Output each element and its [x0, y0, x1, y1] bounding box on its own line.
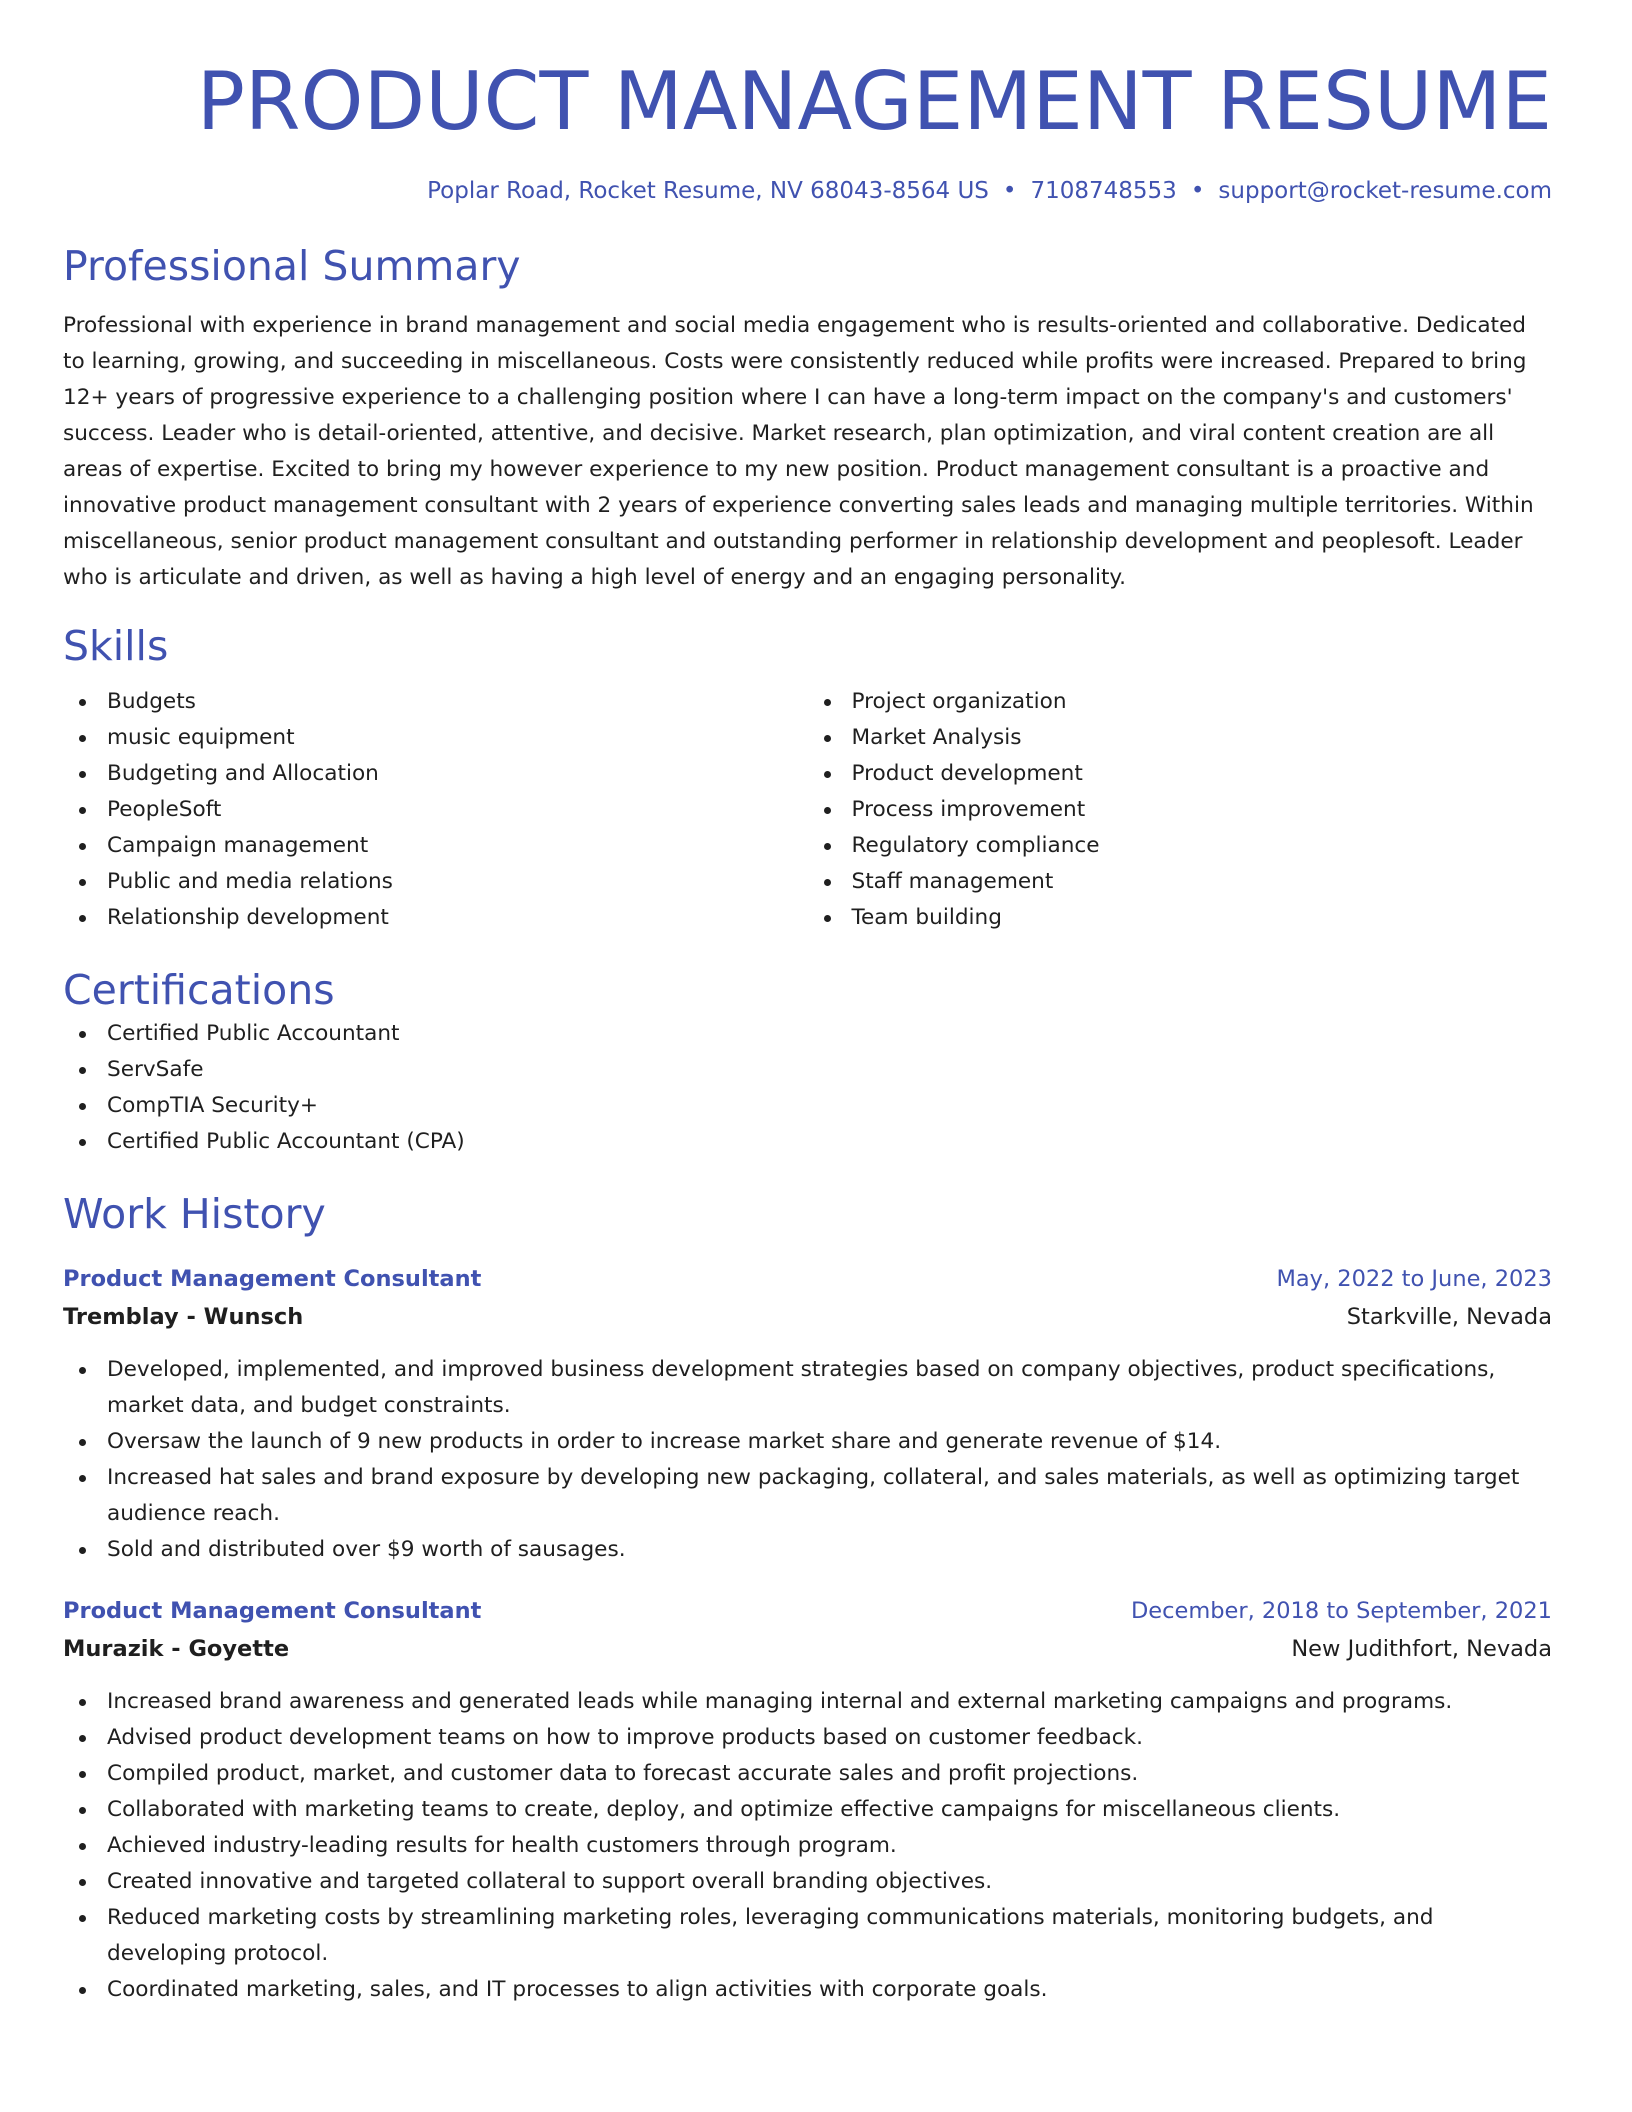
bullet-icon	[79, 1699, 86, 1706]
certification-item	[63, 1124, 1552, 1160]
bullet-icon	[79, 1879, 86, 1886]
bullet-icon	[824, 735, 831, 742]
job-bullet	[63, 1864, 1552, 1900]
summary-heading: Professional Summary	[63, 242, 521, 290]
job-company: Murazik - Goyette	[63, 1636, 290, 1662]
job-company-row	[63, 1298, 1552, 1336]
contact-phone: 7108748553	[1030, 178, 1177, 204]
bullet-icon	[79, 1807, 86, 1814]
certification-item	[63, 1016, 1552, 1052]
skill-item-text: Staff management	[851, 869, 1054, 894]
bullet-icon	[79, 1915, 86, 1922]
job-title-row	[63, 1592, 1552, 1630]
job-company-row	[63, 1630, 1552, 1668]
skill-item	[63, 756, 808, 792]
skill-item	[808, 900, 1553, 936]
bullet-icon	[79, 1843, 86, 1850]
job-bullet-text: Collaborated with marketing teams to create, deploy, and optimize effective campaigns for miscellaneous clients.	[107, 1797, 1341, 1822]
job-dates: December, 2018 to September, 2021	[1130, 1598, 1552, 1624]
skill-item-text: Regulatory compliance	[851, 833, 1100, 858]
skill-item	[808, 864, 1553, 900]
bullet-icon	[79, 1439, 86, 1446]
job-location: Starkville, Nevada	[1346, 1304, 1552, 1330]
job-bullet-text: Increased hat sales and brand exposure by developing new packaging, collateral, and sales materials, as well as optimizing target audience reach.	[107, 1465, 1520, 1526]
skill-item	[808, 792, 1553, 828]
skill-item	[808, 828, 1553, 864]
skills-heading: Skills	[63, 622, 169, 670]
skill-item-text: Relationship development	[107, 905, 389, 930]
job-bullet	[63, 1352, 1552, 1424]
contact-address: Poplar Road, Rocket Resume, NV 68043-8564 US	[427, 178, 989, 204]
contact-email: support@rocket-resume.com	[1218, 178, 1552, 204]
skill-item	[808, 756, 1553, 792]
skill-item-text: Campaign management	[107, 833, 369, 858]
skill-item-text: Process improvement	[851, 797, 1086, 822]
job-bullet	[63, 1684, 1552, 1720]
job-bullet-text: Reduced marketing costs by streamlining marketing roles, leveraging communications materials, monitoring budgets, and developing protocol.	[107, 1905, 1434, 1966]
skills-section	[63, 620, 1552, 936]
bullet-icon	[79, 771, 86, 778]
work-history-section	[63, 1188, 1552, 2008]
skill-item	[63, 828, 808, 864]
job-title-row	[63, 1260, 1552, 1298]
resume-header	[63, 52, 1552, 206]
job-bullet-text: Coordinated marketing, sales, and IT processes to align activities with corporate goals.	[107, 1977, 1048, 2002]
summary-section	[63, 240, 1552, 596]
bullet-icon	[79, 1475, 86, 1482]
bullet-icon	[79, 879, 86, 886]
job-bullet-text: Advised product development teams on how to improve products based on customer feedback.	[107, 1725, 1143, 1750]
bullet-icon	[79, 1987, 86, 1994]
job-bullet	[63, 1424, 1552, 1460]
skill-item	[808, 684, 1553, 720]
bullet-icon	[824, 699, 831, 706]
skill-item	[63, 864, 808, 900]
skills-list-left	[63, 684, 808, 936]
skill-item-text: music equipment	[107, 725, 295, 750]
bullet-icon	[79, 843, 86, 850]
bullet-icon	[79, 915, 86, 922]
skill-item	[63, 792, 808, 828]
bullet-icon	[824, 843, 831, 850]
skill-item-text: Budgets	[107, 689, 196, 714]
skill-item-text: Team building	[851, 905, 1002, 930]
skills-list-right	[808, 684, 1553, 936]
certification-item-text: Certified Public Accountant	[107, 1021, 400, 1046]
bullet-icon	[824, 879, 831, 886]
bullet-icon	[79, 1067, 86, 1074]
bullet-icon	[79, 1103, 86, 1110]
bullet-icon	[79, 1735, 86, 1742]
job-bullet-text: Oversaw the launch of 9 new products in order to increase market share and generate revenue of $14.	[107, 1429, 1222, 1454]
job-title: Product Management Consultant	[63, 1266, 482, 1292]
skill-item-text: Public and media relations	[107, 869, 393, 894]
job-company: Tremblay - Wunsch	[63, 1304, 304, 1330]
bullet-icon	[824, 915, 831, 922]
job-bullets	[63, 1684, 1552, 2008]
job-bullet	[63, 1460, 1552, 1532]
resume-title: PRODUCT MANAGEMENT RESUME	[196, 55, 1552, 148]
job-bullet	[63, 1532, 1552, 1568]
job-location: New Judithfort, Nevada	[1291, 1636, 1552, 1662]
skill-item-text: Market Analysis	[851, 725, 1022, 750]
certification-item-text: CompTIA Security+	[107, 1093, 318, 1118]
job-entry	[63, 1260, 1552, 1568]
skill-item	[63, 720, 808, 756]
skill-item-text: Product development	[851, 761, 1083, 786]
job-bullet-text: Achieved industry-leading results for health customers through program.	[107, 1833, 897, 1858]
certifications-section	[63, 964, 1552, 1160]
job-bullet	[63, 1756, 1552, 1792]
bullet-icon	[79, 807, 86, 814]
certifications-heading: Certifications	[63, 966, 335, 1014]
bullet-icon	[79, 735, 86, 742]
contact-separator: •	[1002, 178, 1017, 204]
bullet-icon	[79, 1367, 86, 1374]
job-bullet	[63, 1828, 1552, 1864]
certification-item-text: Certified Public Accountant (CPA)	[107, 1129, 465, 1154]
bullet-icon	[79, 1547, 86, 1554]
certifications-list	[63, 1016, 1552, 1160]
skill-item	[63, 684, 808, 720]
skill-item	[808, 720, 1553, 756]
job-bullet-text: Compiled product, market, and customer data to forecast accurate sales and profit projections.	[107, 1761, 1139, 1786]
bullet-icon	[79, 1771, 86, 1778]
certification-item	[63, 1088, 1552, 1124]
job-bullet-text: Created innovative and targeted collateral to support overall branding objectives.	[107, 1869, 993, 1894]
job-bullet-text: Sold and distributed over $9 worth of sausages.	[107, 1537, 626, 1562]
job-bullets	[63, 1352, 1552, 1568]
skill-item	[63, 900, 808, 936]
skills-columns	[63, 684, 1552, 936]
job-bullet-text: Developed, implemented, and improved business development strategies based on company objectives, product specifications, market data, and budget constraints.	[107, 1357, 1496, 1418]
contact-separator: •	[1190, 178, 1205, 204]
job-bullet	[63, 1792, 1552, 1828]
job-bullet	[63, 1972, 1552, 2008]
certification-item	[63, 1052, 1552, 1088]
job-dates: May, 2022 to June, 2023	[1276, 1266, 1552, 1292]
skill-item-text: Budgeting and Allocation	[107, 761, 379, 786]
work-history-heading: Work History	[63, 1190, 326, 1238]
bullet-icon	[79, 1139, 86, 1146]
job-bullet	[63, 1900, 1552, 1972]
skill-item-text: Project organization	[851, 689, 1067, 714]
bullet-icon	[79, 1031, 86, 1038]
bullet-icon	[824, 807, 831, 814]
job-bullet-text: Increased brand awareness and generated leads while managing internal and external marketing campaigns and programs.	[107, 1689, 1453, 1714]
contact-line	[63, 176, 1552, 206]
job-title: Product Management Consultant	[63, 1598, 482, 1624]
skill-item-text: PeopleSoft	[107, 797, 222, 822]
job-entry	[63, 1592, 1552, 2008]
bullet-icon	[824, 771, 831, 778]
bullet-icon	[79, 699, 86, 706]
certification-item-text: ServSafe	[107, 1057, 204, 1082]
job-bullet	[63, 1720, 1552, 1756]
summary-text: Professional with experience in brand management and social media engagement who is results-oriented and collaborative. Dedicated to learning, growing, and succeeding in miscellaneous. Costs were consistently reduced while profits were increased. Prepared to bring 12+ years of progressive experience to a challenging position where I can have a long-term impact on the company's and customers' success. Leader who is detail-oriented, attentive, and decisive. Market research, plan optimization, and viral content creation are all areas of expertise. Excited to bring my however experience to my new position. Product management consultant is a proactive and innovative product management consultant with 2 years of experience converting sales leads and managing multiple territories. Within miscellaneous, senior product management consultant and outstanding performer in relationship development and peoplesoft. Leader who is articulate and driven, as well as having a high level of energy and an engaging personality.	[63, 313, 1534, 590]
